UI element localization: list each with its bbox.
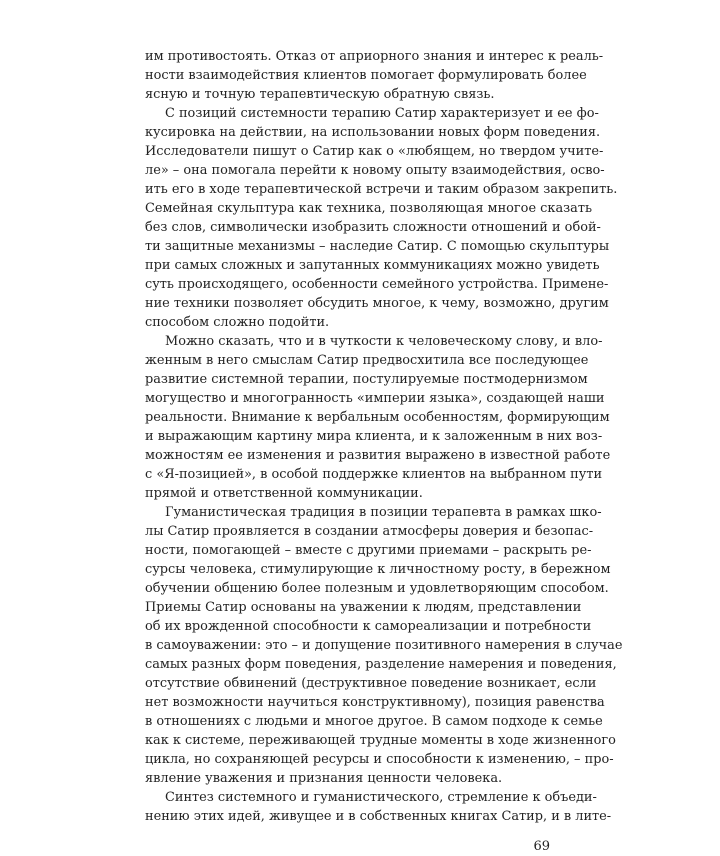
text-line: Исследователи пишут о Сатир как о «любящем, но твердом учите-: [145, 144, 604, 159]
text-line: способом сложно подойти.: [145, 315, 330, 330]
text-line: ности взаимодействия клиентов помогает формулировать более: [145, 68, 587, 83]
text-line: ле» – она помогала перейти к новому опыту взаимодействия, осво-: [145, 163, 605, 178]
text-line: лы Сатир проявляется в создании атмосферы доверия и безопас-: [145, 524, 594, 539]
text-line: ясную и точную терапевтическую обратную связь.: [145, 87, 495, 102]
text-line: явление уважения и признания ценности человека.: [145, 771, 503, 786]
text-line: нет возможности научиться конструктивному), позиция равенства: [145, 695, 605, 710]
text-line: в самоуважении: это – и допущение позитивного намерения в случае: [145, 638, 623, 653]
text-line: Можно сказать, что и в чуткости к человеческому слову, и вло-: [165, 334, 603, 349]
text-line: прямой и ответственной коммуникации.: [145, 486, 423, 501]
text-line: нению этих идей, живущее и в собственных книгах Сатир, и в лите-: [145, 809, 612, 824]
text-line: ти защитные механизмы – наследие Сатир. С помощью скульптуры: [145, 239, 610, 254]
text-line: женным в него смыслам Сатир предвосхитила все последующее: [145, 353, 589, 368]
text-line: Синтез системного и гуманистического, стремление к объеди-: [165, 790, 597, 805]
text-line: обучении общению более полезным и удовлетворяющим способом.: [145, 581, 609, 596]
book-page: [145, 47, 623, 854]
text-line: могущество и многогранность «империи языка», создающей наши: [145, 391, 605, 406]
text-line: как к системе, переживающей трудные моменты в ходе жизненного: [145, 733, 616, 748]
text-line: можностям ее изменения и развития выражено в известной работе: [145, 448, 611, 463]
text-line: об их врожденной способности к самореализации и потребности: [145, 619, 592, 634]
text-line: цикла, но сохраняющей ресурсы и способности к изменению, – про-: [145, 752, 614, 767]
text-line: развитие системной терапии, постулируемые постмодернизмом: [145, 372, 588, 387]
text-line: самых разных форм поведения, разделение намерения и поведения,: [145, 657, 617, 672]
text-line: С позиций системности терапию Сатир характеризует и ее фо-: [165, 106, 599, 121]
text-line: реальности. Внимание к вербальным особенностям, формирующим: [145, 410, 610, 425]
text-line: ить его в ходе терапевтической встречи и таким образом закрепить.: [145, 182, 618, 197]
text-line: Приемы Сатир основаны на уважении к людям, представлении: [145, 600, 582, 615]
text-line: ние техники позволяет обсудить многое, к чему, возможно, другим: [145, 296, 609, 311]
text-line: кусировка на действии, на использовании новых форм поведения.: [145, 125, 601, 140]
page-number: 69: [533, 839, 550, 854]
text-line: Семейная скульптура как техника, позволяющая многое сказать: [145, 201, 592, 216]
text-line: суть происходящего, особенности семейного устройства. Примене-: [145, 277, 609, 292]
text-line: при самых сложных и запутанных коммуникациях можно увидеть: [145, 258, 600, 273]
text-line: им противостоять. Отказ от априорного знания и интерес к реаль-: [145, 49, 604, 64]
text-line: отсутствие обвинений (деструктивное поведение возникает, если: [145, 676, 597, 691]
text-line: без слов, символически изобразить сложности отношений и обой-: [145, 220, 601, 235]
text-line: сурсы человека, стимулирующие к личностному росту, в бережном: [145, 562, 611, 577]
text-line: Гуманистическая традиция в позиции терапевта в рамках шко-: [165, 505, 602, 520]
text-line: и выражающим картину мира клиента, и к заложенным в них воз-: [145, 429, 603, 444]
text-line: с «Я-позицией», в особой поддержке клиентов на выбранном пути: [145, 467, 603, 482]
text-line: ности, помогающей – вместе с другими приемами – раскрыть ре-: [145, 543, 592, 558]
text-line: в отношениях с людьми и многое другое. В самом подходе к семье: [145, 714, 603, 729]
